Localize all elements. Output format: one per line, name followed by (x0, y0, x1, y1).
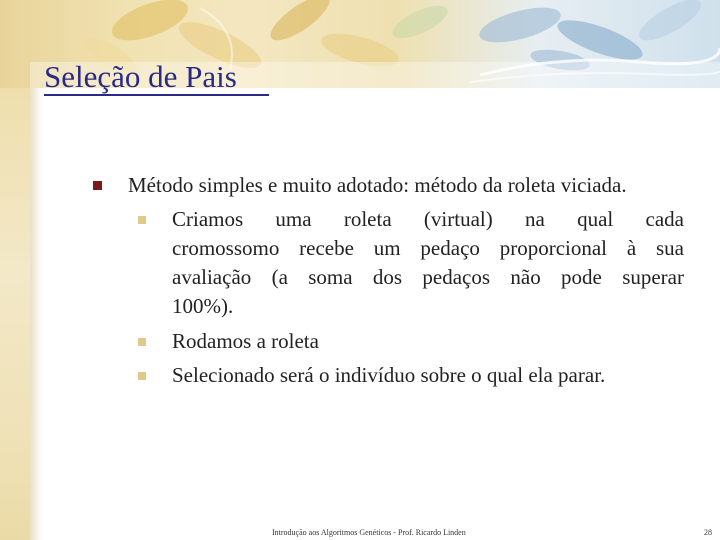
title-underline (44, 94, 269, 96)
sub-bullet-square-icon (138, 338, 146, 346)
sub-bullet-line: Criamos uma roleta (virtual) na qual cada (172, 207, 684, 231)
sub-bullet-line: Rodamos a roleta (172, 329, 319, 353)
sub-bullet-line: 100%). (172, 294, 234, 318)
sub-bullet-line: Selecionado será o indivíduo sobre o qual ela parar. (172, 363, 606, 387)
sub-bullet-square-icon (138, 216, 146, 224)
left-band-shadow (30, 88, 42, 540)
sub-bullet-line: cromossomo recebe um pedaço proporcional à sua (172, 236, 684, 260)
bullet-square-icon (93, 181, 102, 190)
slide-title: Seleção de Pais (44, 59, 237, 94)
page-number: 28 (704, 528, 712, 537)
sub-bullet-square-icon (138, 372, 146, 380)
slide-footer: Introdução aos Algoritmos Genéticos - Prof. Ricardo Linden (272, 528, 466, 537)
bullet-text: Método simples e muito adotado: método da roleta viciada. (128, 173, 627, 197)
sub-bullet-line: avaliação (a soma dos pedaços não pode superar (172, 265, 684, 289)
